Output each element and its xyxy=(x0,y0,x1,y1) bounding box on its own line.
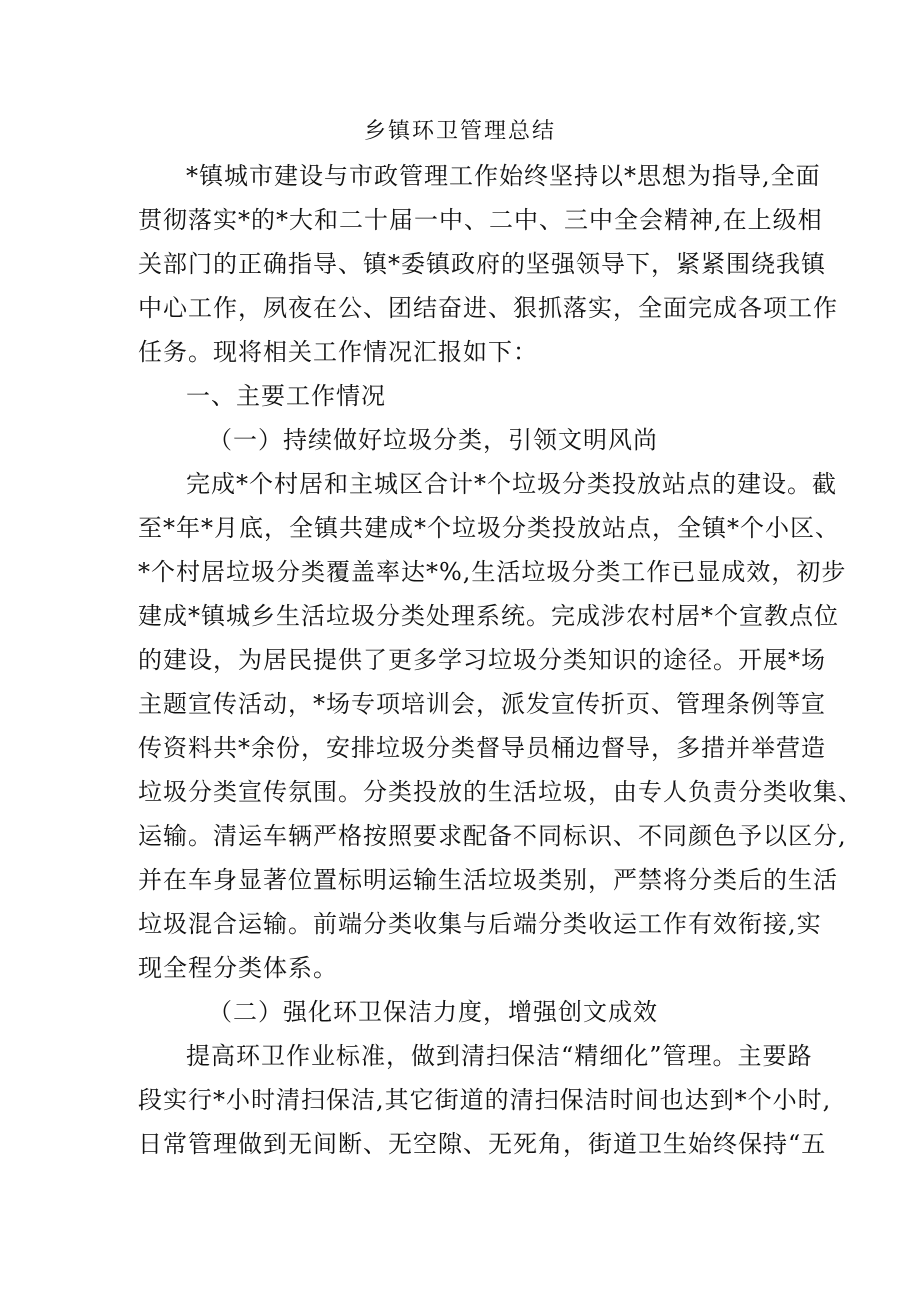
paragraph-line: 完成*个村居和主城区合计*个垃圾分类投放站点的建设。截 xyxy=(186,470,837,498)
paragraph-line: 垃圾混合运输。前端分类收集与后端分类收运工作有效衔接,实 xyxy=(138,910,822,938)
paragraph-line: 至*年*月底，全镇共建成*个垃圾分类投放站点，全镇*个小区、 xyxy=(138,514,840,542)
paragraph-line: 建成*镇城乡生活垃圾分类处理系统。完成涉农村居*个宣教点位 xyxy=(138,602,839,630)
paragraph-line: *个村居垃圾分类覆盖率达*%,生活垃圾分类工作已显成效，初步 xyxy=(138,558,847,586)
paragraph-line: 段实行*小时清扫保洁,其它街道的清扫保洁时间也达到*个小时, xyxy=(138,1086,832,1114)
paragraph-line: 关部门的正确指导、镇*委镇政府的坚强领导下，紧紧围绕我镇 xyxy=(138,250,826,278)
subsection-heading: （一）持续做好垃圾分类，引领文明风尚 xyxy=(208,426,658,454)
paragraph-line: 垃圾分类宣传氛围。分类投放的生活垃圾，由专人负责分类收集、 xyxy=(138,778,863,806)
paragraph-line: 中心工作，夙夜在公、团结奋进、狠抓落实，全面完成各项工作 xyxy=(138,294,838,322)
paragraph-line: 贯彻落实*的*大和二十届一中、二中、三中全会精神,在上级相 xyxy=(138,206,823,234)
subsection-heading: （二）强化环卫保洁力度，增强创文成效 xyxy=(208,998,658,1026)
paragraph-line: 运输。清运车辆严格按照要求配备不同标识、不同颜色予以区分, xyxy=(138,822,847,850)
paragraph-line: 现全程分类体系。 xyxy=(138,954,338,982)
paragraph-line: 传资料共*余份，安排垃圾分类督导员桶边督导，多措并举营造 xyxy=(138,734,826,762)
section-heading: 一、主要工作情况 xyxy=(186,382,386,410)
document-title: 乡镇环卫管理总结 xyxy=(363,119,556,144)
paragraph-line: 主题宣传活动，*场专项培训会，派发宣传折页、管理条例等宣 xyxy=(138,690,826,718)
paragraph-line: 任务。现将相关工作情况汇报如下： xyxy=(138,338,538,366)
paragraph-line: 日常管理做到无间断、无空隙、无死角，街道卫生始终保持“五 xyxy=(138,1130,827,1158)
paragraph-line: 提高环卫作业标准，做到清扫保洁“精细化”管理。主要路 xyxy=(186,1042,813,1070)
paragraph-line: 并在车身显著位置标明运输生活垃圾类别，严禁将分类后的生活 xyxy=(138,866,838,894)
paragraph-line: *镇城市建设与市政管理工作始终坚持以*思想为指导,全面 xyxy=(186,162,821,190)
paragraph-line: 的建设，为居民提供了更多学习垃圾分类知识的途径。开展*场 xyxy=(138,646,826,674)
